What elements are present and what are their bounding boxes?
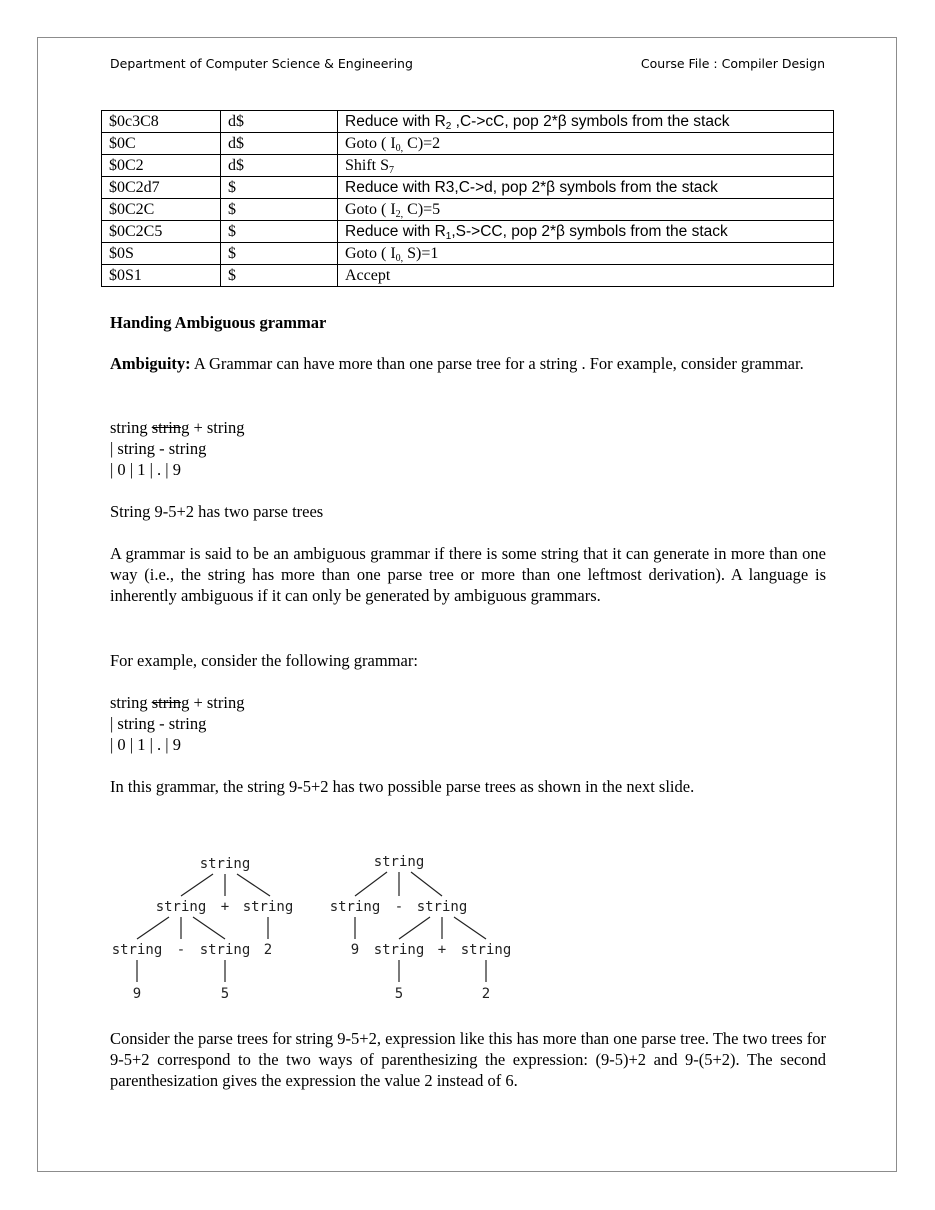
tree2-right: string: [416, 899, 468, 915]
input-cell: d$: [221, 133, 338, 155]
parse-trees-figure: [105, 848, 525, 1008]
grammar-block-2: [110, 692, 826, 755]
tree1-right: string: [242, 899, 294, 915]
tree1-op: +: [220, 899, 230, 915]
tree1-ll: string: [111, 942, 163, 958]
tree2-root: string: [373, 854, 425, 870]
input-cell: $: [221, 243, 338, 265]
action-cell: Reduce with $R_2$ ,C->cC, pop 2*β symbols from the stack: [338, 111, 834, 133]
stack-cell: $0C2d7: [102, 177, 221, 199]
tree1-leaf-9: 9: [132, 986, 142, 1002]
stack-cell: $0c3C8: [102, 111, 221, 133]
grammar-line: | 0 | 1 | . | 9: [110, 735, 181, 754]
table-row: [102, 199, 834, 221]
tree1-rleaf: 2: [263, 942, 273, 958]
tree1-left: string: [155, 899, 207, 915]
stack-cell: $0S1: [102, 265, 221, 287]
tree2-rr: string: [460, 942, 512, 958]
stack-cell: $0S: [102, 243, 221, 265]
page-header: [110, 56, 825, 74]
input-cell: $: [221, 221, 338, 243]
tree2-leaf-5: 5: [394, 986, 404, 1002]
action-cell: Goto ( $I_{0,}$ S)=1: [338, 243, 834, 265]
parse-tree-1: [112, 856, 294, 1002]
input-cell: d$: [221, 111, 338, 133]
parsing-table: [101, 110, 834, 287]
header-course: Course File : Compiler Design: [640, 56, 825, 71]
two-trees-paragraph: String 9-5+2 has two parse trees: [110, 502, 324, 521]
table-row: [102, 133, 834, 155]
tree2-rop: +: [437, 942, 447, 958]
grammar-line: string string + string: [110, 693, 245, 712]
stack-cell: $0C2: [102, 155, 221, 177]
tree1-leaf-5: 5: [220, 986, 230, 1002]
section-heading: Handing Ambiguous grammar: [110, 313, 327, 332]
input-cell: $: [221, 265, 338, 287]
action-cell: Reduce with R3,C->d, pop 2*β symbols from the stack: [338, 177, 834, 199]
table-row: [102, 177, 834, 199]
input-cell: d$: [221, 155, 338, 177]
tree2-leaf-2: 2: [481, 986, 491, 1002]
input-cell: $: [221, 199, 338, 221]
tree1-root: string: [199, 856, 251, 872]
for-example-paragraph: For example, consider the following grammar:: [110, 651, 418, 670]
input-cell: $: [221, 177, 338, 199]
definition-paragraph: A grammar is said to be an ambiguous grammar if there is some string that it can generate in more than one way (i.e., the string has more than one parse tree or more than one leftmost derivation). A language is inherently ambiguous if it can only be generated by ambiguous grammars.: [110, 544, 826, 605]
action-cell: Goto ( $I_{0,}$ C)=2: [338, 133, 834, 155]
header-department: Department of Computer Science & Engineering: [110, 56, 413, 71]
table-row: [102, 155, 834, 177]
tree2-rl: string: [373, 942, 425, 958]
action-cell: Accept: [338, 265, 834, 287]
stack-cell: $0C: [102, 133, 221, 155]
tree2-left: string: [329, 899, 381, 915]
grammar-line: | string - string: [110, 439, 207, 458]
in-this-grammar-paragraph: In this grammar, the string 9-5+2 has two possible parse trees as shown in the next slide.: [110, 777, 695, 796]
stack-cell: $0C2C: [102, 199, 221, 221]
ambiguity-paragraph: Ambiguity: A Grammar can have more than one parse tree for a string . For example, consider grammar.: [110, 354, 804, 373]
grammar-block-1: [110, 417, 826, 480]
tree2-op: -: [394, 899, 404, 915]
stack-cell: $0C2C5: [102, 221, 221, 243]
consider-paragraph: Consider the parse trees for string 9-5+2, expression like this has more than one parse tree. The two trees for 9-5+2 correspond to the two ways of parenthesizing the expression: (9-5)+2 and 9-(5+2). The second parenthesization gives the expression the value 2 instead of 6.: [110, 1029, 827, 1090]
grammar-line: | 0 | 1 | . | 9: [110, 460, 181, 479]
action-cell: Shift $S_7$: [338, 155, 834, 177]
table-row: [102, 221, 834, 243]
table-row: [102, 111, 834, 133]
tree2-leaf-9: 9: [350, 942, 360, 958]
grammar-line: | string - string: [110, 714, 207, 733]
tree1-lr: string: [199, 942, 251, 958]
table-row: [102, 243, 834, 265]
tree1-lop: -: [176, 942, 186, 958]
parse-tree-2: [330, 854, 512, 1002]
grammar-line: string string + string: [110, 418, 245, 437]
action-cell: Goto ( $I_{2,}$ C)=5: [338, 199, 834, 221]
table-row: [102, 265, 834, 287]
action-cell: Reduce with $R_1,S->CC$, pop 2*β symbols from the stack: [338, 221, 834, 243]
